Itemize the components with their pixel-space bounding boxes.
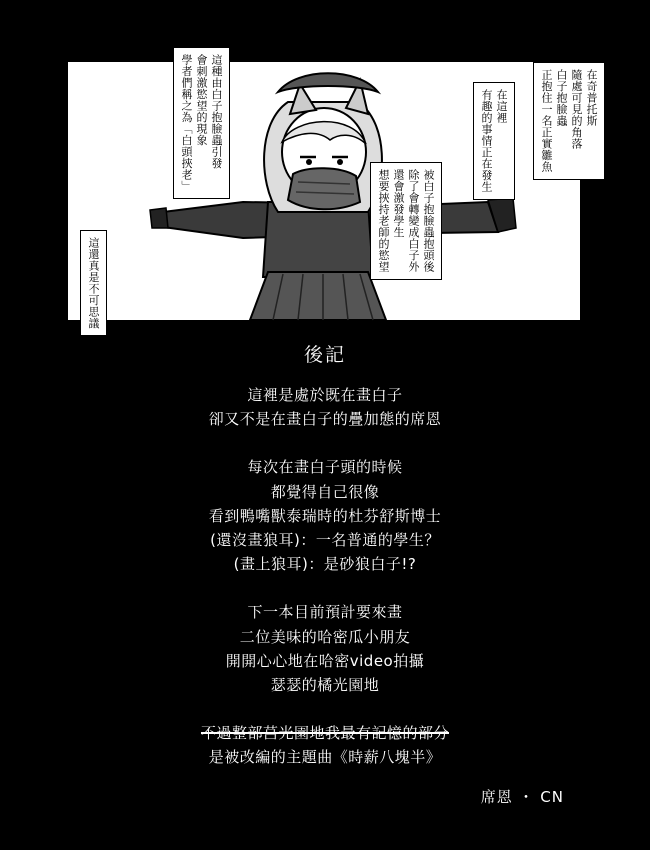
author-signature: 席恩 ・ CN (480, 788, 564, 806)
caption-box-5: 這還真是不可思議 (80, 230, 107, 336)
afterword-paragraph: 下一本目前預計要來畫 二位美味的哈密瓜小朋友 開開心心地在哈密video拍攝 瑟瑟的橘光園地 (225, 603, 425, 695)
caption-box-1: 在奇普托斯 隨處可見的角落 白子抱臉蟲 正抱住一名正實雛魚 (533, 62, 605, 180)
comic-panel (68, 54, 598, 329)
afterword-paragraph: 這裡是處於既在畫白子 卻又不是在畫白子的疊加態的席恩 (208, 386, 442, 429)
caption-box-4: 被白子抱臉蟲抱頭後 除了會轉變成白子外 還會激發學生 想要挾持老師的慾望 (370, 162, 442, 280)
afterword-paragraph: 不過整部莒光園地我最有記憶的部分 是被改編的主題曲《時薪八塊半》 (0, 721, 650, 769)
afterword-text (0, 383, 650, 794)
afterword-paragraph: 每次在畫白子頭的時候 都覺得自己很像 看到鴨嘴獸泰瑞時的杜芬舒斯博士 (還沒畫狼耳)：一名普通的學生？ (畫上狼耳)：是砂狼白子!? (208, 458, 442, 574)
strikethrough-line: 不過整部莒光園地我最有記憶的部分 (200, 724, 449, 743)
caption-box-2: 在這裡 有趣的事情正在發生 (473, 82, 515, 200)
afterword-title: 後記 (303, 344, 346, 366)
caption-box-3: 這種由白子抱臉蟲引發 會刺激慾望的現象 學者們稱之為「白頭挾老」 (173, 47, 230, 199)
